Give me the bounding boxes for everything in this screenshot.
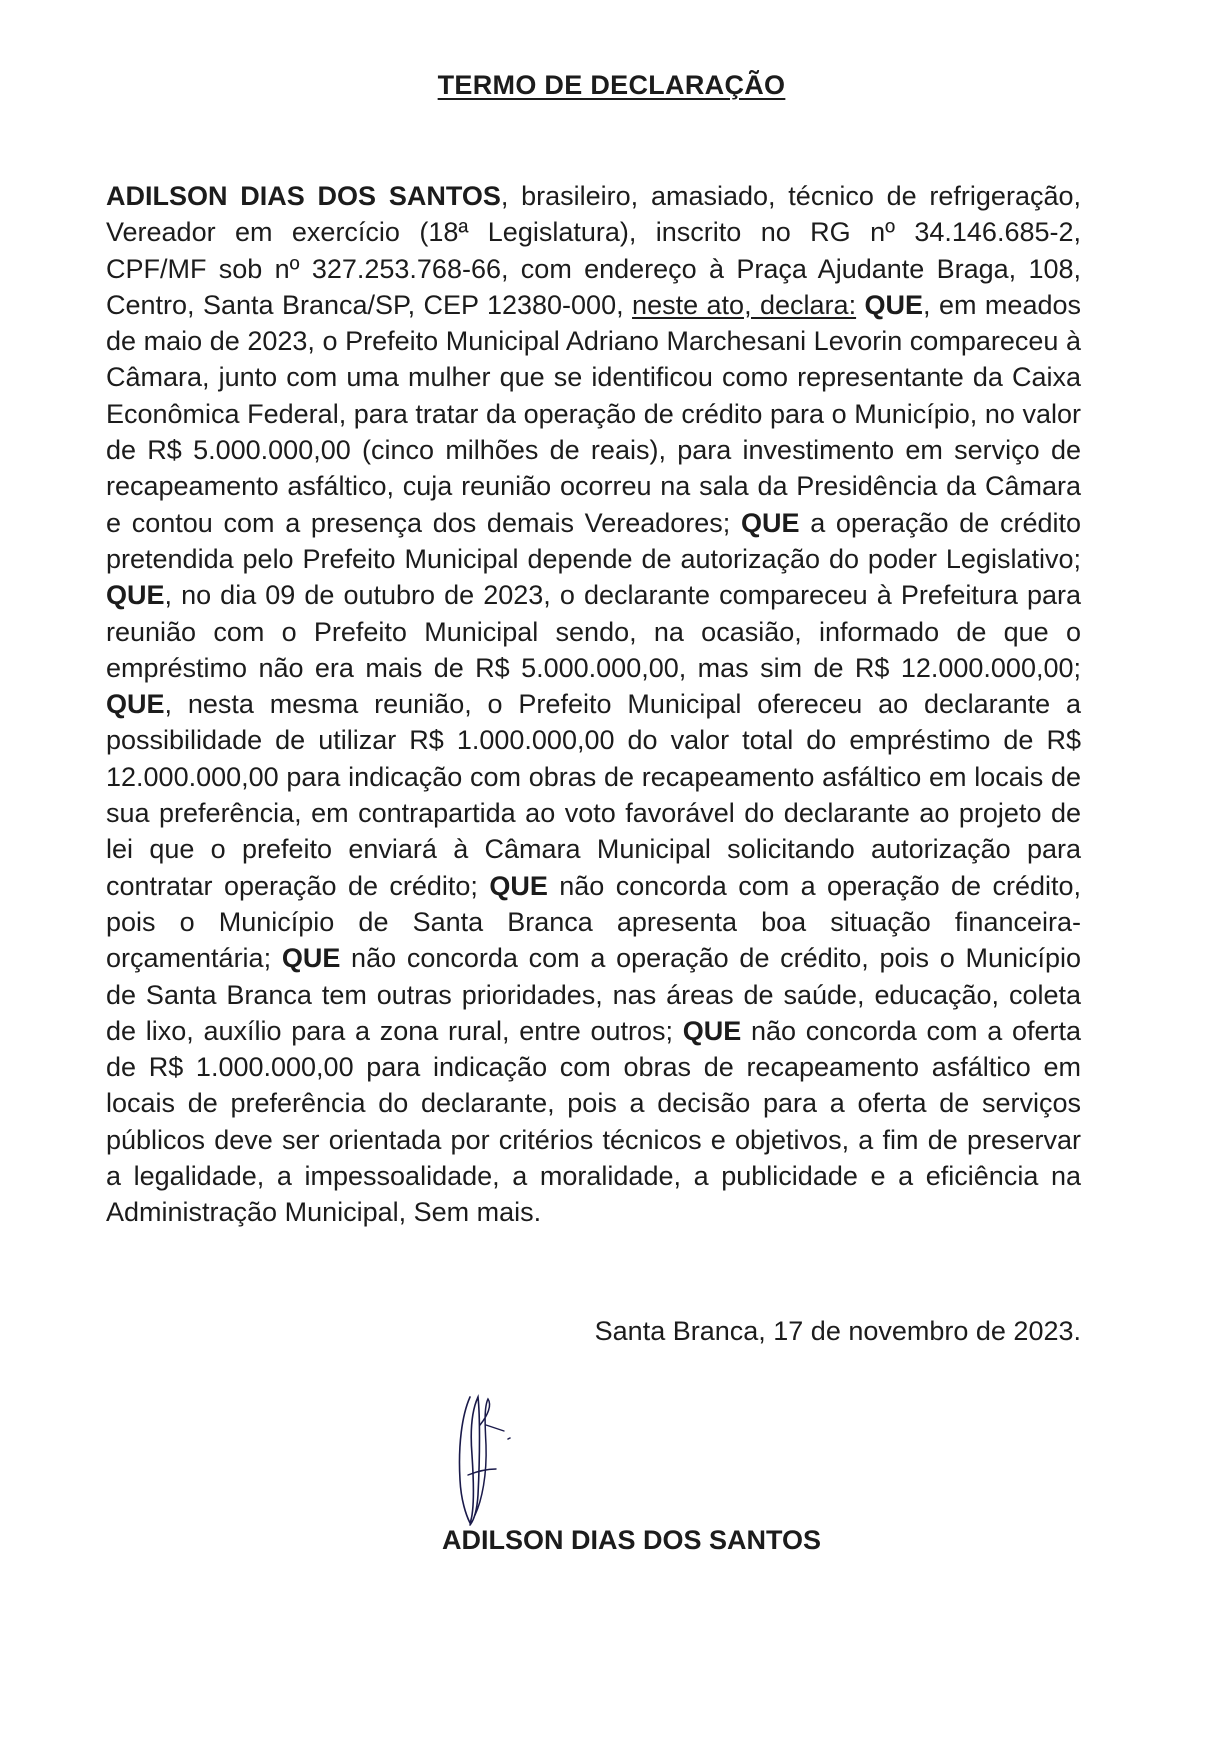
que-label: QUE bbox=[682, 1015, 742, 1046]
declaration-body bbox=[106, 178, 1081, 1231]
declarant-name: ADILSON DIAS DOS SANTOS bbox=[106, 181, 501, 211]
clause-text: não concorda com a operação de crédito, pois o Município de Santa Branca tem outras prioridades, nas áreas de saúde, educação, coleta de lixo, auxílio para a zona rural, entre outros; bbox=[106, 943, 1082, 1046]
que-label: QUE bbox=[106, 689, 165, 720]
declarant-qualification: , brasileiro, amasiado, técnico de refrigeração, Vereador em exercício (18ª Legislatura), inscrito no RG nº 34.146.685-2, CPF/MF sob nº 327.253.768-66, com endereço à Praça Ajudante Braga, 108, Centro, Santa Branca/SP, CEP 12380-000, bbox=[106, 181, 1081, 320]
que-label: QUE bbox=[106, 580, 165, 611]
clause-text: não concorda com a operação de crédito, pois o Município de Santa Branca apresenta boa situação financeira-orçamentária; bbox=[106, 870, 1081, 974]
clause-text: , no dia 09 de outubro de 2023, o declarante compareceu à Prefeitura para reunião com o Prefeito Municipal sendo, na ocasião, informado de que o empréstimo não era mais de R$ 5.000.000,00, mas sim de R$ 12.000.000,00; bbox=[106, 580, 1081, 683]
que-label: QUE bbox=[864, 289, 924, 320]
clause-text: , em meados de maio de 2023, o Prefeito Municipal Adriano Marchesani Levorin compareceu à Câmara, junto com uma mulher que se identificou como representante da Caixa Econômica Federal, para tratar da operação de crédito para o Município, no valor de R$ 5.000.000,00 (cinco milhões de reais), para investimento em serviço de recapeamento asfáltico, cuja reunião ocorreu na sala da Presidência da Câmara e contou com a presença dos demais Vereadores; bbox=[106, 289, 1081, 538]
que-label: QUE bbox=[489, 870, 548, 901]
que-label: QUE bbox=[281, 943, 341, 974]
handwritten-signature bbox=[430, 1385, 540, 1535]
declaration-phrase: neste ato, declara: bbox=[632, 289, 857, 320]
place-date: Santa Branca, 17 de novembro de 2023. bbox=[594, 1316, 1081, 1346]
clause-text: a operação de crédito pretendida pelo Prefeito Municipal depende de autorização do poder Legislativo; bbox=[106, 507, 1081, 574]
document-title-text: TERMO DE DECLARAÇÃO bbox=[437, 70, 786, 100]
que-label: QUE bbox=[740, 507, 800, 538]
document-title bbox=[0, 70, 1223, 101]
clause-text: , nesta mesma reunião, o Prefeito Municipal ofereceu ao declarante a possibilidade de utilizar R$ 1.000.000,00 do valor total do empréstimo de R$ 12.000.000,00 para indicação com obras de recapeamento asfáltico em locais de sua preferência, em contrapartida ao voto favorável do declarante ao projeto de lei que o prefeito enviará à Câmara Municipal solicitando autorização para contratar operação de crédito; bbox=[106, 689, 1081, 901]
clause-text: não concorda com a oferta de R$ 1.000.000,00 para indicação com obras de recapeamento asfáltico em locais de preferência do declarante, pois a decisão para a oferta de serviços públicos deve ser orientada por critérios técnicos e objetivos, a fim de preservar a legalidade, a impessoalidade, a moralidade, a publicidade e a eficiência na Administração Municipal, Sem mais. bbox=[106, 1015, 1081, 1228]
signer-name: ADILSON DIAS DOS SANTOS bbox=[441, 1525, 822, 1555]
